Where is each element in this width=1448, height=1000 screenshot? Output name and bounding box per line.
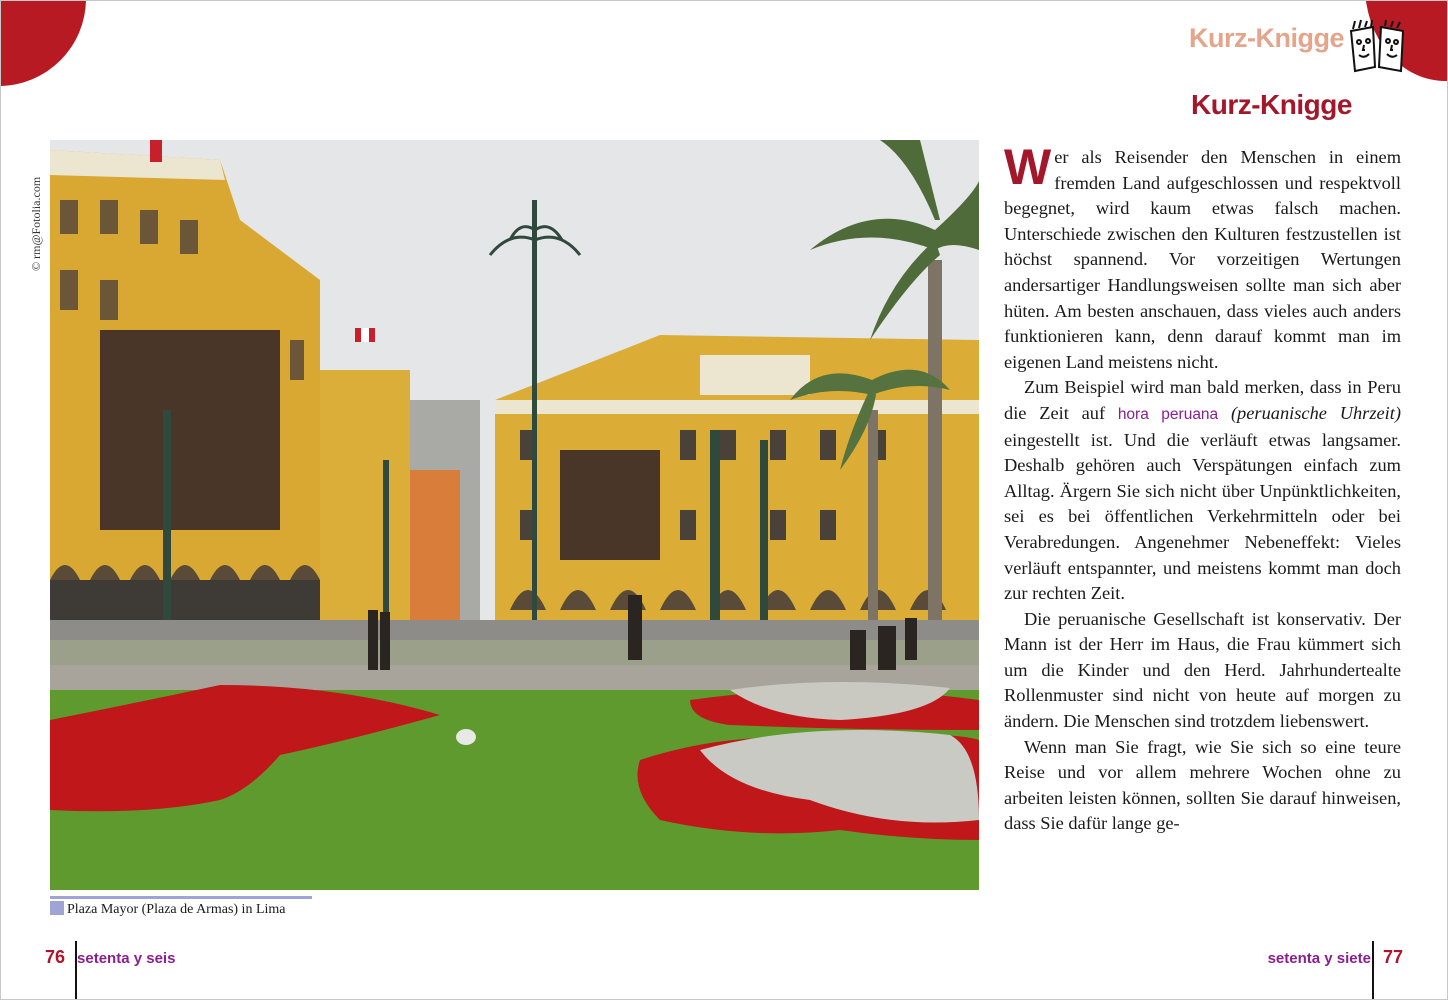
photo-credit: © rm@Fotolia.com: [29, 176, 43, 271]
paragraph-1: [1004, 139, 1401, 375]
paragraph-2-start: Zum Beispiel wird man bald merken, dass in Peru die Zeit auf: [1004, 377, 1401, 423]
footer-right: [1268, 947, 1403, 968]
page-words-left: setenta y seis: [77, 950, 176, 967]
two-faces-icon: [1345, 17, 1415, 79]
section-title: Kurz-Knigge: [1191, 89, 1352, 120]
footer-rule-left: [75, 941, 77, 999]
paragraph-2-end: eingestellt ist. Und die verläuft etwas langsamer. Deshalb gehören auch Verspätungen einfach zum Alltag. Ärgern Sie sich nicht über Unpünktlichkeiten, sei es bei öffentlichen Verkehrmitteln oder bei Verabredungen. Angenehmer Nebeneffekt: Vieles verläuft entspannter, und meistens kommt man doch zur rechten Zeit.: [1004, 429, 1401, 604]
body-text: [1004, 139, 1401, 837]
paragraph-1-text: er als Reisender den Menschen in einem fremden Land aufgeschlossen und respektvoll begegnet, wird kaum etwas falsch machen. Unterschiede zwischen den Kulturen festzustellen ist höchst spannend. Vor vorzeitigen Wertungen andersartiger Handlungsweisen sollte man sich aber hüten. Am besten anschauen, dass vieles auch anders funktionieren kann, denn darauf kommt man im eigenen Land meistens nicht.: [1004, 147, 1401, 372]
caption-text: Plaza Mayor (Plaza de Armas) in Lima: [67, 902, 286, 917]
dropcap: W: [1004, 139, 1052, 195]
page-words-right: setenta y siete: [1267, 950, 1371, 967]
footer-left: [45, 947, 175, 968]
page-number-right: 77: [1382, 947, 1403, 967]
corner-decoration-left: [0, 0, 86, 86]
footer-rule-right: [1372, 941, 1374, 999]
paragraph-2: [1004, 375, 1401, 606]
caption-marker: [50, 901, 64, 915]
paragraph-3: Die peruanische Gesellschaft ist konservativ. Der Mann ist der Herr im Haus, die Frau kümmert sich um die Kinder und den Herd. Jahrhundertealte Rollenmuster sind nicht von heute auf morgen zu ändern. Die Menschen sind trotzdem liebenswert.: [1004, 608, 1401, 732]
italic-translation: (peruanische Uhrzeit): [1230, 402, 1401, 423]
paragraph-4: Wenn man Sie fragt, wie Sie sich so eine teure Reise und vor allem mehrere Wochen ohne zu arbeiten leisten können, sollten Sie darauf hinweisen, dass Sie dafür lange ge-: [1004, 736, 1401, 834]
photo-caption: [50, 896, 312, 918]
running-title: Kurz-Knigge: [1189, 23, 1344, 53]
page-number-left: 76: [45, 947, 66, 967]
plaza-photo: [50, 140, 979, 890]
term-hora-peruana: hora peruana: [1117, 405, 1219, 423]
